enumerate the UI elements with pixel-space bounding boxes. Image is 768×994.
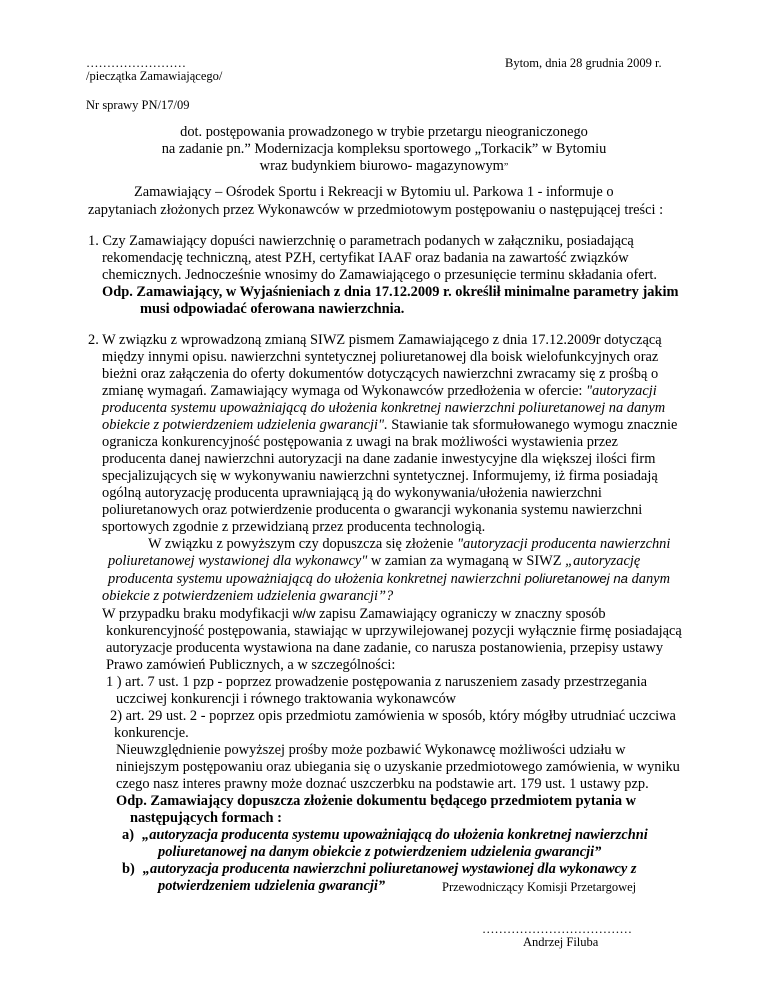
q2-line-18: konkurencyjność postępowania, stawiając w uprzywilejowanej pozycji wyłącznie firmę posiadającą <box>106 623 682 639</box>
stamp-dots: …………………… <box>86 56 186 70</box>
q2-line-27: czego nasz interes prawny może doznać uszczerbku na podstawie art. 179 ust. 1 ustawy pzp. <box>116 776 649 792</box>
q2-line-13 <box>88 536 682 553</box>
q2-line-8: producenta danej nawierzchni autoryzacji na dane zadanie inwestycyjne dla większej ilości firm <box>102 451 656 467</box>
q2-quote-c: obiekcie z potwierdzeniem udzielenia gwarancji". <box>102 417 388 433</box>
q2-after-quote: Stawianie tak sformułowanego wymogu znacznie <box>387 417 678 433</box>
q2-answer-b-line-1 <box>88 861 682 878</box>
q2-line-25: Nieuwzględnienie powyższej prośby może pozbawić Wykonawcę możliwości udziału w <box>116 742 626 758</box>
q2-p3-ww: w/w <box>292 606 316 621</box>
q2-line-26: niniejszym postępowaniu oraz ubiegania się o uzyskanie przedmiotowego zamówienia, w wyniku <box>116 759 680 775</box>
q2-answer-a-line-1 <box>88 827 682 844</box>
q2-line-1: 2. W związku z wprowadzoną zmianą SIWZ pismem Zamawiającego z dnia 17.12.2009r dotyczącą <box>88 332 662 348</box>
stamp-label: /pieczątka Zamawiającego/ <box>86 69 223 83</box>
q2-answer-a-text-1: „autoryzacja producenta systemu upoważniającą do ułożenia konkretnej nawierzchni <box>142 827 648 843</box>
q2-line-15 <box>88 570 682 588</box>
q1-answer-line-2: musi odpowiadać oferowana nawierzchnia. <box>140 301 405 317</box>
q2-line-16: obiekcie z potwierdzeniem udzielenia gwarancji”? <box>102 588 394 604</box>
q2-answer-line-1: Odp. Zamawiający dopuszcza złożenie dokumentu będącego przedmiotem pytania w <box>116 793 637 809</box>
question-1 <box>88 233 678 318</box>
subject-line-3 <box>0 158 768 176</box>
subject-block <box>0 124 768 176</box>
signature-dots: ……………………………… <box>482 922 632 936</box>
q2-line-14 <box>88 553 682 570</box>
q2-p2-start: W związku z powyższym czy dopuszcza się złożenie <box>148 536 457 552</box>
q2-line-9: specjalizujących się w wykonywaniu nawierzchni syntetycznej. Informujemy, iż firma posiadają <box>102 468 658 484</box>
q2-answer-a-label: a) <box>122 827 134 843</box>
q2-line-4-text: zmianę wymagań. Zamawiający wymaga od Wykonawców przedłożenia w ofercie: <box>102 383 586 399</box>
question-2 <box>88 332 682 895</box>
q2-line-20: Prawo zamówień Publicznych, a w szczególności: <box>106 657 396 673</box>
q2-quote-a: "autoryzacji <box>585 383 657 399</box>
q2-p2-mid: w zamian za wymaganą w SIWZ <box>367 553 566 569</box>
case-number: Nr sprawy PN/17/09 <box>86 98 190 112</box>
q2-line-17 <box>88 605 682 623</box>
q2-line-2: między innymi opisu. nawierzchni syntetycznej poliuretanowej dla boisk wielofunkcyjnych oraz <box>102 349 659 365</box>
q2-answer-b-line-2: potwierdzeniem udzielenia gwarancji” <box>158 878 386 894</box>
intro-line-2: zapytaniach złożonych przez Wykonawców w przedmiotowym postępowaniu o następującej treści : <box>88 202 664 218</box>
signature-name: Andrzej Filuba <box>523 935 599 949</box>
q2-p2-quote1-a: "autoryzacji producenta nawierzchni <box>457 536 671 552</box>
q2-line-10: ogólną autoryzację producenta uprawniającą ją do wykonywania/ułożenia nawierzchni <box>102 485 602 501</box>
q2-point-1-line-2: uczciwej konkurencji i równego traktowania wykonawców <box>116 691 457 707</box>
subject-line-1: dot. postępowania prowadzonego w trybie przetargu nieograniczonego <box>180 124 588 140</box>
q1-line-1: 1. Czy Zamawiający dopuści nawierzchnię o parametrach podanych w załączniku, posiadającą <box>88 233 634 249</box>
signature-title: Przewodniczący Komisji Przetargowej <box>442 880 637 894</box>
q1-line-2: rekomendację techniczną, atest PZH, certyfikat IAAF oraz badania na zawartość związków <box>102 250 629 266</box>
q2-line-6 <box>88 417 682 434</box>
subject-line-3-quote: ” <box>503 162 509 173</box>
subject-line-2: na zadanie pn.” Modernizacja kompleksu sportowego „Torkacik” w Bytomiu <box>161 141 607 157</box>
subject-line-3-text: wraz budynkiem biurowo- magazynowym <box>259 158 504 174</box>
q2-p2-quote2-a: „autoryzację <box>565 553 641 569</box>
q2-p2-quote1-b: poliuretanowej wystawionej dla wykonawcy" <box>108 553 368 569</box>
q2-point-2-line-2: konkurencje. <box>114 725 189 741</box>
q2-answer-a-line-2: poliuretanowej na danym obiekcie z potwierdzeniem udzielenia gwarancji” <box>158 844 602 860</box>
q2-p2-quote2-c: danym <box>628 571 670 587</box>
q1-line-3: chemicznych. Jednocześnie wnosimy do Zamawiającego o przesunięcie terminu składania ofert. <box>102 267 658 283</box>
place-date: Bytom, dnia 28 grudnia 2009 r. <box>505 56 662 70</box>
q1-answer-line-1: Odp. Zamawiający, w Wyjaśnieniach z dnia 17.12.2009 r. określił minimalne parametry jakim <box>102 284 679 300</box>
q2-point-1-line-1: 1 ) art. 7 ust. 1 pzp - poprzez prowadzenie postępowania z naruszeniem zasady przestrzegania <box>106 674 648 690</box>
q2-p2-quote2-sans: poliuretanowej na <box>524 571 628 586</box>
q2-point-2-line-1: 2) art. 29 ust. 2 - poprzez opis przedmiotu zamówienia w sposób, który mógłby utrudniać uczciwa <box>110 708 676 724</box>
q2-answer-b-text-1: „autoryzacja producenta nawierzchni poliuretanowej wystawionej dla wykonawcy z <box>142 861 637 877</box>
q2-p3-b: zapisu Zamawiający ograniczy w znaczny sposób <box>315 606 606 622</box>
intro-line-1: Zamawiający – Ośrodek Sportu i Rekreacji w Bytomiu ul. Parkowa 1 - informuje o <box>134 184 614 200</box>
q2-line-3: bieżni oraz załączenia do oferty dokumentów dotyczących nawierzchni zwracamy się z prośbą o <box>102 366 659 382</box>
q2-line-11: poliuretanowych oraz potwierdzenie producenta o gwarancji wykonania systemu nawierzchni <box>102 502 643 518</box>
q2-line-5: producenta systemu upoważniającą do ułożenia konkretnej nawierzchni poliuretanowej na danym <box>102 400 666 416</box>
q2-p3-a: W przypadku braku modyfikacji <box>102 606 293 622</box>
q2-line-19: autoryzacje producenta wystawiona na dane zadanie, co narusza postanowienia, przepisy ustawy <box>106 640 664 656</box>
q2-answer-line-2: następujących formach : <box>130 810 282 826</box>
q2-p2-quote2-b: producenta systemu upoważniającą do ułożenia konkretnej nawierzchni <box>108 571 525 587</box>
q2-line-7: ogranicza konkurencyjność postępowania z uwagi na brak możliwości wystawienia przez <box>102 434 618 450</box>
q2-line-4 <box>88 383 682 400</box>
q2-answer-b-label: b) <box>122 861 135 877</box>
q2-line-12: sportowych zgodnie z przewidzianą przez producenta technologią. <box>102 519 486 535</box>
